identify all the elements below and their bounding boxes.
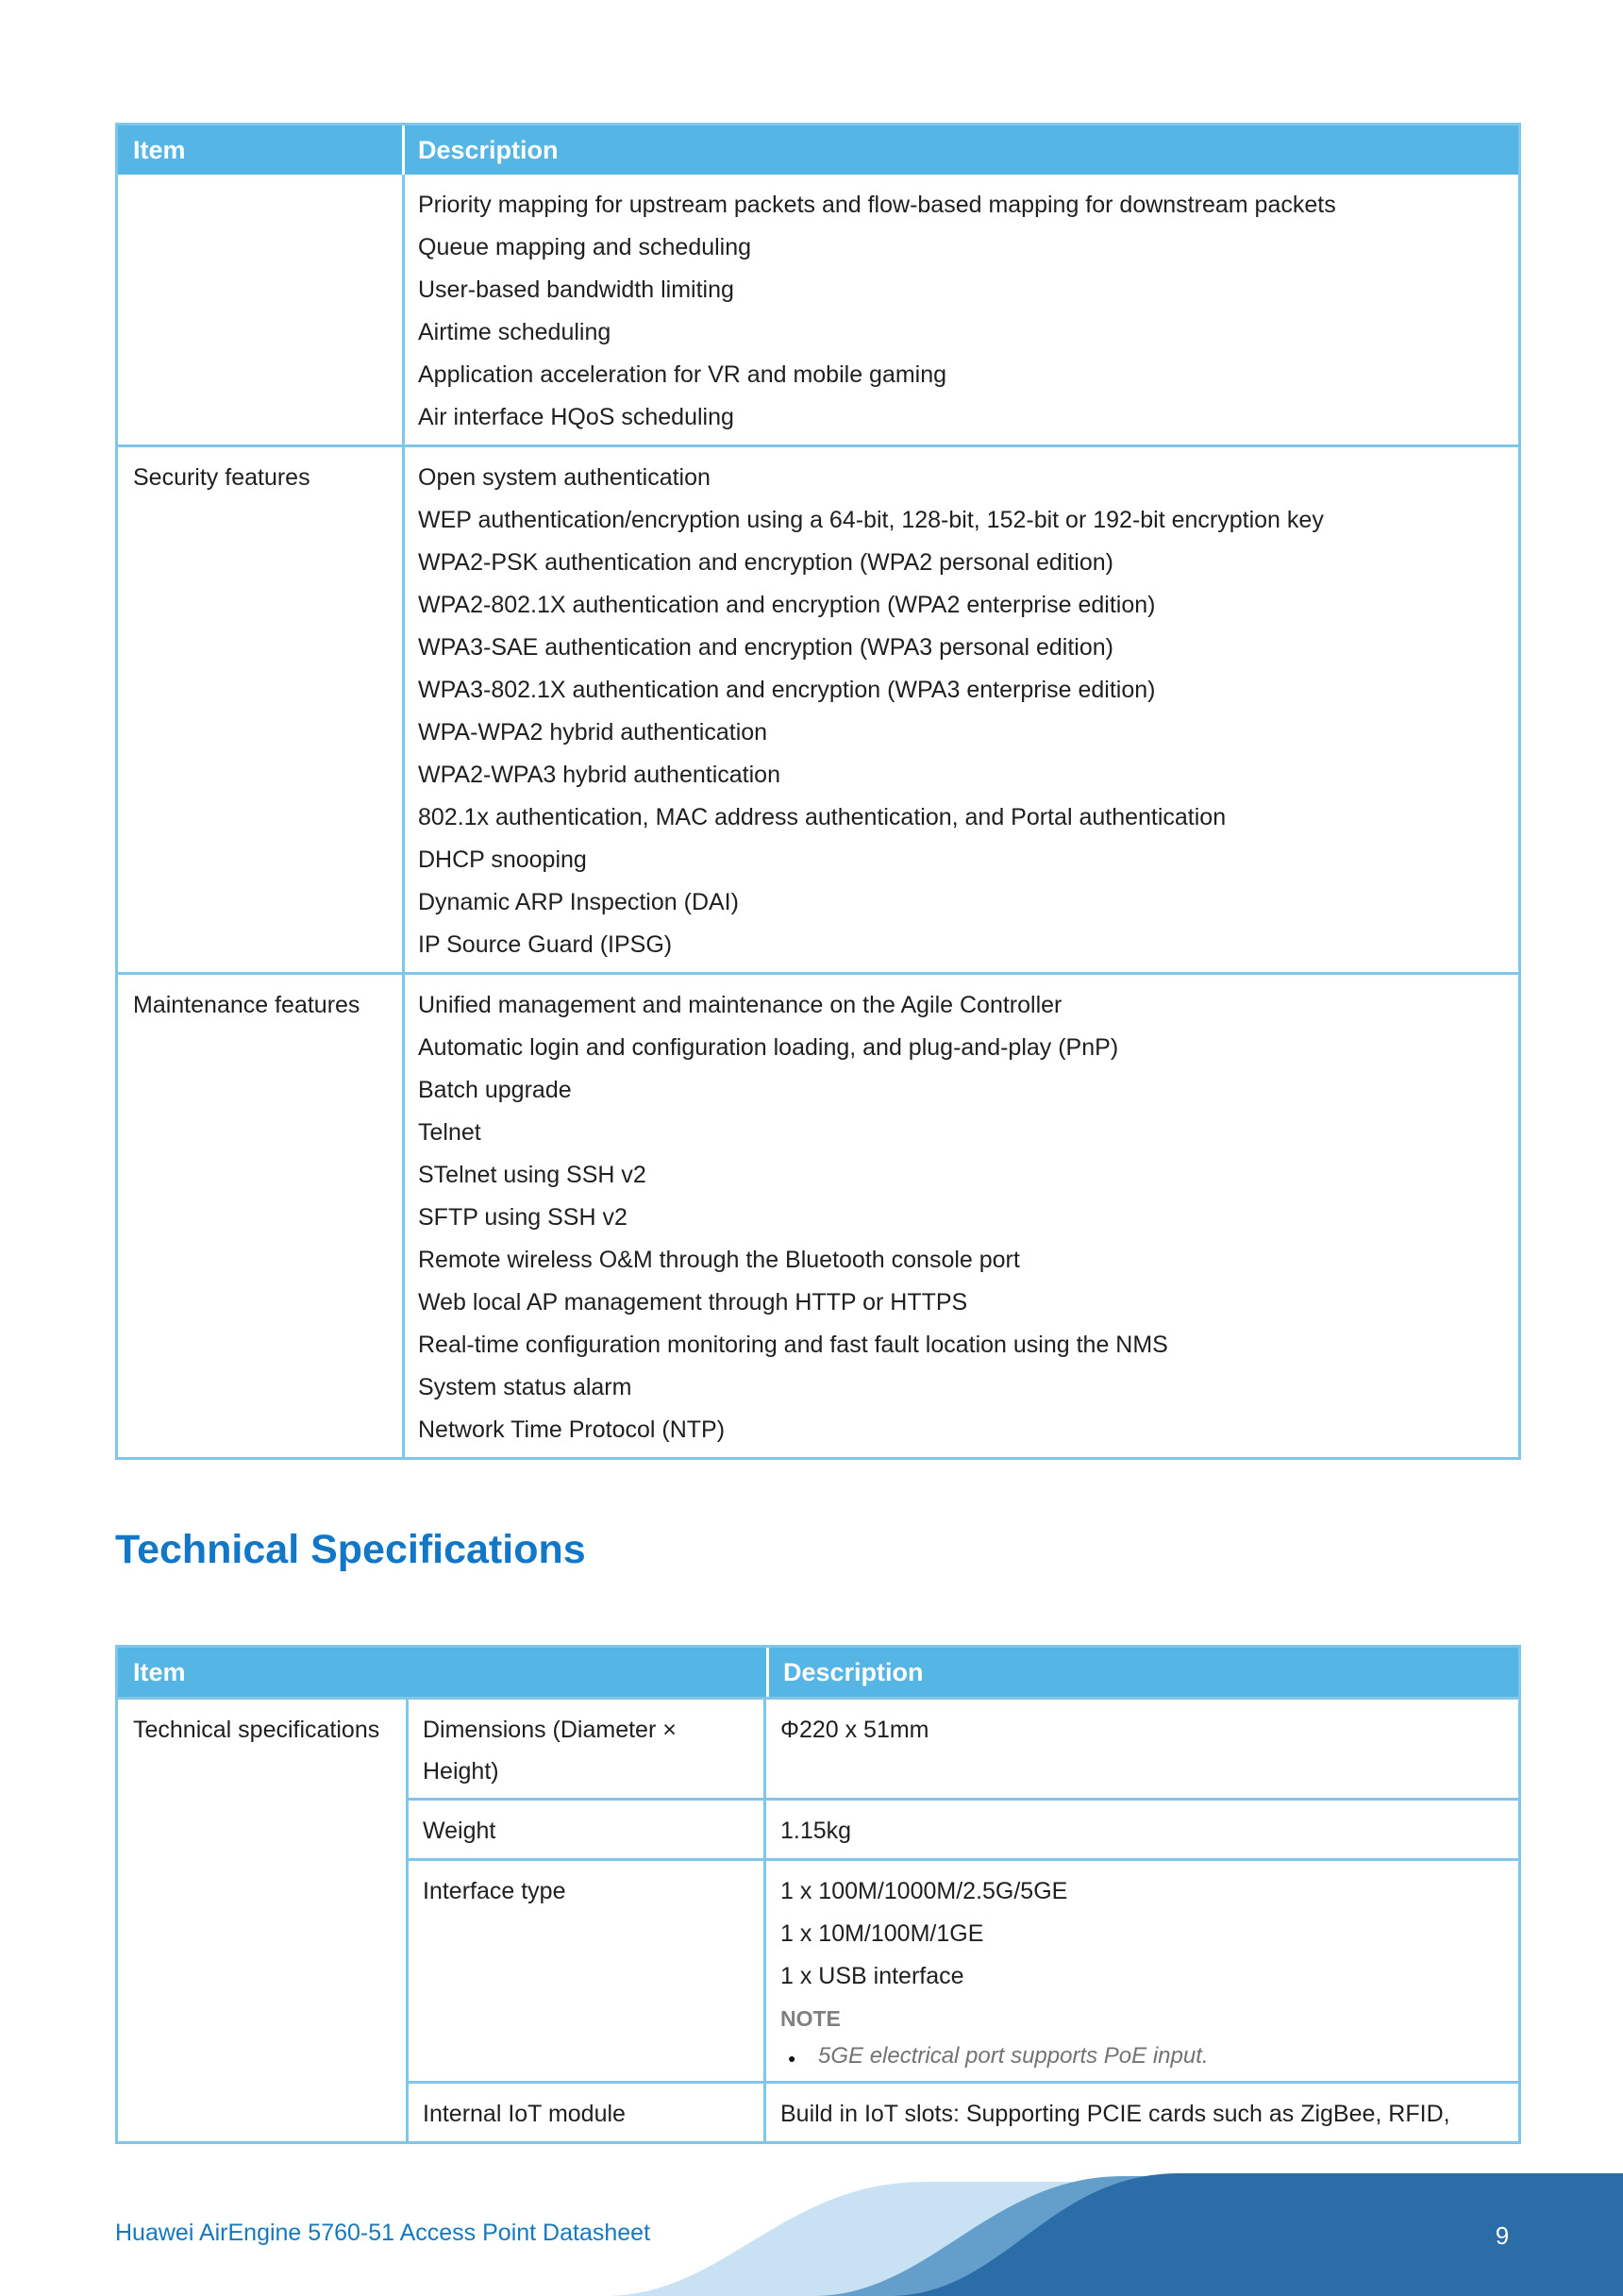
description-line: Web local AP management through HTTP or HTTPS [418,1289,968,1316]
note-bullet-line [780,2039,1505,2075]
description-line: WPA2-PSK authentication and encryption (WPA2 personal edition) [418,549,1113,576]
section-heading: Technical Specifications [115,1527,586,1572]
description-line: WPA2-WPA3 hybrid authentication [418,762,780,788]
header-cell-item: Item [133,135,186,164]
description-line: STelnet using SSH v2 [418,1162,646,1188]
description-line: 1 x 10M/100M/1GE [780,1920,984,1947]
description-line: Telnet [418,1119,481,1146]
tech-table-body [118,1697,1518,2141]
footer-doc-title: Huawei AirEngine 5760-51 Access Point Datasheet [115,2220,651,2246]
page-number: 9 [1495,2221,1510,2250]
table-row-maintenance-features [118,972,1518,1457]
subitem-cell: Dimensions (Diameter × Height) [423,1717,677,1785]
description-cell [402,447,1518,972]
table-row-security-features [118,444,1518,972]
table-row-weight [409,1798,1518,1858]
tech-table-header-row [118,1648,1518,1697]
description-line: Open system authentication [418,464,711,491]
description-line: IP Source Guard (IPSG) [418,931,673,958]
table-row-dimensions [409,1700,1518,1798]
description-line: 802.1x authentication, MAC address authentication, and Portal authentication [418,804,1227,830]
description-cell [763,1700,1518,1798]
subitem-cell: Weight [423,1818,496,1844]
features-table-header-row [118,126,1518,175]
table-row-interface-type [409,1858,1518,2081]
description-line: 1 x USB interface [780,1963,964,1989]
header-cell-description: Description [402,126,1518,175]
description-line: Dynamic ARP Inspection (DAI) [418,889,739,915]
description-line: Air interface HQoS scheduling [418,404,734,430]
description-cell [402,975,1518,1457]
description-line: Batch upgrade [418,1077,572,1103]
header-cell-item: Item [133,1657,186,1686]
features-table [115,123,1521,1460]
description-line: Build in IoT slots: Supporting PCIE cards such as ZigBee, RFID, [780,2101,1450,2127]
description-line: Application acceleration for VR and mobile gaming [418,361,947,388]
description-line: Φ220 x 51mm [780,1717,929,1743]
description-line: 1.15kg [780,1818,852,1844]
table-row-internal-iot-module [409,2081,1518,2141]
description-cell [763,1861,1518,2081]
description-line: 1 x 100M/1000M/2.5G/5GE [780,1878,1068,1904]
subitem-cell: Internal IoT module [423,2101,626,2127]
description-line: System status alarm [418,1374,632,1400]
item-cell [118,175,402,444]
description-line: WEP authentication/encryption using a 64-bit, 128-bit, 152-bit or 192-bit encryption key [418,507,1324,533]
bullet-icon: ● [788,2051,796,2066]
wave-graphic [566,2169,1623,2296]
description-line: Priority mapping for upstream packets and flow-based mapping for downstream packets [418,192,1336,218]
description-line: User-based bandwidth limiting [418,277,734,303]
description-line: WPA2-802.1X authentication and encryption (WPA2 enterprise edition) [418,592,1156,618]
description-cell [402,175,1518,444]
description-line: Real-time configuration monitoring and fast fault location using the NMS [418,1332,1168,1358]
description-line: WPA3-802.1X authentication and encryption (WPA3 enterprise edition) [418,677,1156,703]
description-line: WPA3-SAE authentication and encryption (WPA3 personal edition) [418,634,1113,661]
header-cell-description: Description [766,1648,1518,1697]
item-cell-technical-specifications: Technical specifications [118,1700,409,2141]
subitem-cell: Interface type [423,1878,566,1904]
description-line: DHCP snooping [418,846,587,873]
description-line: Remote wireless O&M through the Bluetooth console port [418,1247,1020,1273]
table-row-qos-features [118,175,1518,444]
description-line: Network Time Protocol (NTP) [418,1416,726,1443]
note-title: NOTE [780,2006,841,2031]
description-cell [763,2084,1518,2141]
description-line: Automatic login and configuration loading, and plug-and-play (PnP) [418,1034,1119,1061]
item-cell: Maintenance features [133,992,360,1018]
technical-specifications-table [115,1645,1521,2144]
description-line: SFTP using SSH v2 [418,1204,627,1231]
description-line: Unified management and maintenance on the Agile Controller [418,992,1062,1018]
note-bullet-text: 5GE electrical port supports PoE input. [818,2043,1209,2069]
tech-subrows [409,1700,1518,2141]
description-line: Queue mapping and scheduling [418,234,752,260]
description-cell [763,1801,1518,1858]
item-cell: Security features [133,464,310,491]
description-line: Airtime scheduling [418,319,611,345]
description-line: WPA-WPA2 hybrid authentication [418,719,768,746]
